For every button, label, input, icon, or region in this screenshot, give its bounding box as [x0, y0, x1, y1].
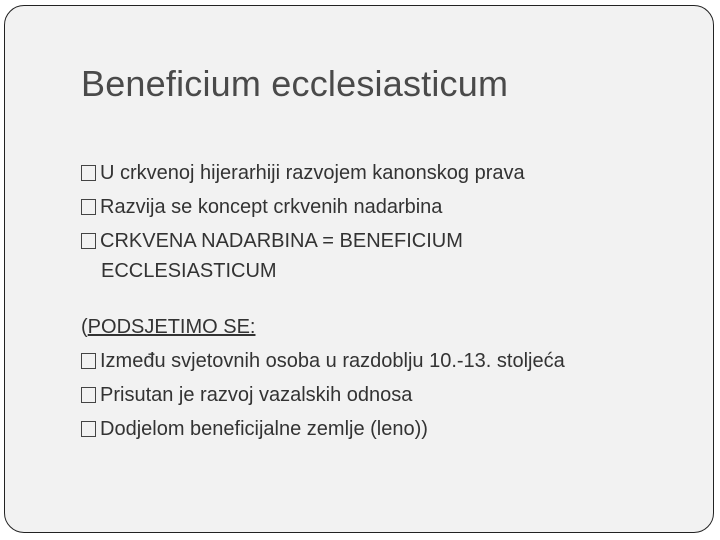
- checkbox-square-icon: [81, 421, 96, 437]
- bullet-item: [81, 378, 701, 412]
- bullet-text: CRKVENA NADARBINA = BENEFICIUM: [100, 230, 463, 252]
- checkbox-square-icon: [81, 353, 96, 369]
- bullet-text: Između svjetovnih osoba u razdoblju 10.-13. stoljeća: [100, 350, 565, 372]
- bullet-item: [81, 224, 701, 258]
- bullet-item: [81, 344, 701, 378]
- bullet-item: [81, 156, 701, 190]
- checkbox-square-icon: [81, 233, 96, 249]
- bullet-text: U crkvenoj hijerarhiji razvojem kanonskog prava: [100, 162, 525, 184]
- bullet-item: [81, 412, 701, 446]
- checkbox-square-icon: [81, 165, 96, 181]
- spacer: [81, 288, 701, 310]
- bullet-continuation: ECCLESIASTICUM: [101, 260, 277, 282]
- slide: [4, 5, 714, 533]
- slide-body: [81, 156, 701, 446]
- bullet-text: Prisutan je razvoj vazalskih odnosa: [100, 384, 413, 406]
- bullet-item: [81, 190, 701, 224]
- bullet-text: Dodjelom beneficijalne zemlje (leno)): [100, 418, 428, 440]
- note-heading: [81, 310, 701, 344]
- checkbox-square-icon: [81, 387, 96, 403]
- checkbox-square-icon: [81, 199, 96, 215]
- note-prefix: (: [81, 316, 88, 338]
- slide-title: Beneficium ecclesiasticum: [81, 63, 509, 104]
- note-label: PODSJETIMO SE:: [87, 316, 256, 338]
- bullet-text: Razvija se koncept crkvenih nadarbina: [100, 196, 443, 218]
